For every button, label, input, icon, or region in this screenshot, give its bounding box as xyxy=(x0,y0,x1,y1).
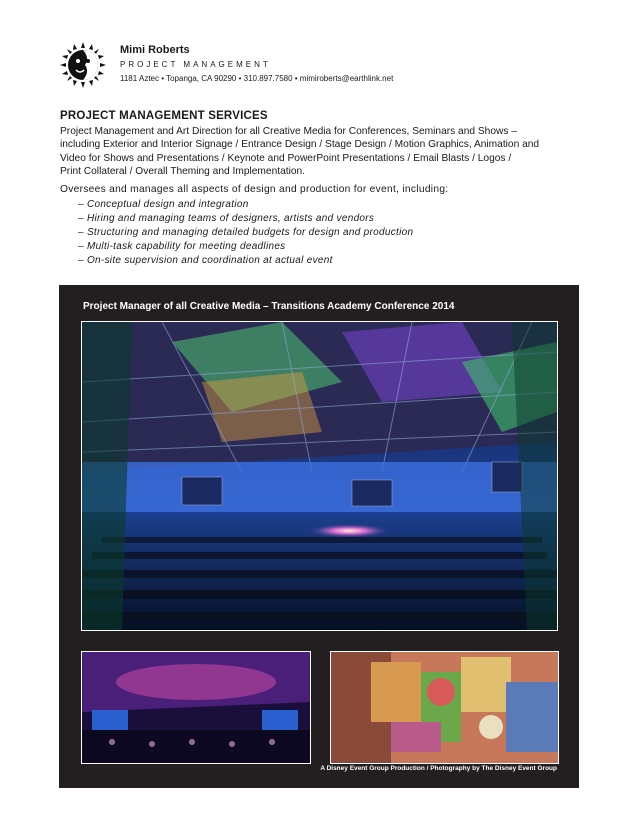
oversees-intro: Oversees and manages all aspects of design and production for event, including: xyxy=(60,184,449,195)
services-line: Video for Shows and Presentations / Keynote and PowerPoint Presentations / Email Blasts / Logos / xyxy=(60,152,512,164)
services-line: Project Management and Art Direction for all Creative Media for Conferences, Seminars and Shows – xyxy=(60,126,517,137)
banquet-hall-photo xyxy=(81,651,311,764)
gallery-panel xyxy=(59,285,579,788)
header-name: Mimi Roberts xyxy=(120,44,190,56)
gallery-title: Project Manager of all Creative Media – Transitions Academy Conference 2014 xyxy=(83,301,455,312)
header-contact: 1181 Aztec • Topanga, CA 90290 • 310.897.7580 • mimiroberts@earthlink.net xyxy=(120,74,394,83)
list-item: – Hiring and managing teams of designers, artists and vendors xyxy=(78,213,375,224)
list-item: – Conceptual design and integration xyxy=(78,199,249,210)
auditorium-photo xyxy=(81,321,558,631)
list-item: – On-site supervision and coordination at actual event xyxy=(78,255,333,266)
list-item: – Multi-task capability for meeting deadlines xyxy=(78,241,286,252)
services-description xyxy=(60,125,565,179)
mural-photo xyxy=(330,651,559,764)
services-line: Print Collateral / Overall Theming and Implementation. xyxy=(60,166,305,178)
services-line: including Exterior and Interior Signage / Entrance Design / Stage Design / Motion Graphics, Animation and xyxy=(60,139,540,151)
photo-credit: A Disney Event Group Production / Photography by The Disney Event Group xyxy=(320,765,557,772)
sun-face-logo-icon xyxy=(60,42,106,88)
list-item: – Structuring and managing detailed budgets for design and production xyxy=(78,227,414,238)
header-role: PROJECT MANAGEMENT xyxy=(120,60,271,69)
services-title: PROJECT MANAGEMENT SERVICES xyxy=(60,110,268,122)
responsibilities-list xyxy=(78,198,413,268)
